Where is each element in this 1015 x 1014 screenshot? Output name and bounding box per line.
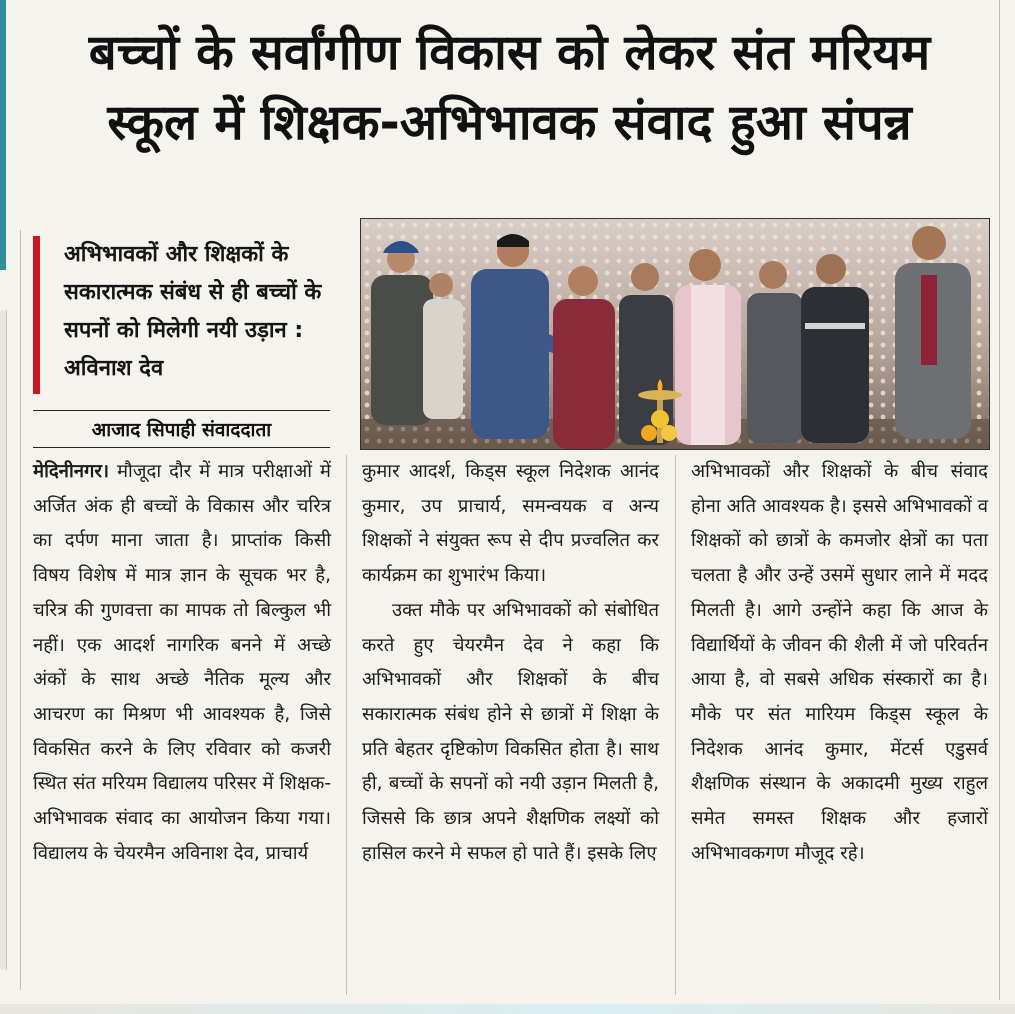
article-column-3 <box>691 455 988 871</box>
adjacent-page-edge <box>0 310 7 970</box>
page-edge-strip <box>0 0 6 270</box>
article-column-2 <box>362 455 659 871</box>
column-rule-1 <box>346 455 347 995</box>
column-1-text: मौजूदा दौर में मात्र परीक्षाओं में अर्जित अंक ही बच्चों के विकास और चरित्र का दर्पण माना जाता है। प्राप्तांक किसी विषय विशेष में मात्र ज्ञान के सूचक भर है, चरित्र की गुणवत्ता का मापक तो बिल्कुल भी नहीं। एक आदर्श नागरिक बनने में अच्छे अंकों के साथ अच्छे नैतिक मूल्य और आचरण का मिश्रण भी आवश्यक है, जिसे विकसित करने के लिए रविवार को कजरी स्थित संत मरियम विद्यालय परिसर में शिक्षक-अभिभावक संवाद का आयोजन किया गया। विद्यालय के चेयरमैन अविनाश देव, प्राचार्य <box>33 461 331 864</box>
column-2-paragraph-1: कुमार आदर्श, किड्स स्कूल निदेशक आनंद कुमार, उप प्राचार्य, समन्वयक व अन्य शिक्षकों ने संयुक्त रूप से दीप प्रज्वलित कर कार्यक्रम का शुभारंभ किया। <box>362 461 659 587</box>
headline <box>22 18 997 158</box>
left-column-rule <box>20 230 21 990</box>
column-2-paragraph-2: उक्त मौके पर अभिभावकों को संबोधित करते हुए चेयरमैन देव ने कहा कि अभिभावकों और शिक्षकों के बीच सकारात्मक संबंध होने से छात्रों में शिक्षा के प्रति बेहतर दृष्टिकोण विकसित होता है। साथ ही, बच्चों के सपनों को नयी उड़ान मिलती है, जिससे कि छात्र अपने शैक्षणिक लक्ष्यों को हासिल करने मे सफल हो पाते हैं। इसके लिए <box>362 599 659 864</box>
dateline: मेदिनीनगर। <box>33 461 109 482</box>
column-rule-2 <box>675 455 676 995</box>
lamp-lighting-illustration <box>361 219 990 450</box>
article-column-1 <box>33 455 331 871</box>
headline-line-1: बच्चों के सर्वांगीण विकास को लेकर संत मरियम <box>88 24 931 81</box>
headline-line-2: स्कूल में शिक्षक-अभिभावक संवाद हुआ संपन्न <box>107 94 912 151</box>
news-photo <box>360 218 990 450</box>
column-3-text: अभिभावकों और शिक्षकों के बीच संवाद होना अति आवश्यक है। इससे अभिभावकों व शिक्षकों को छात्रों के कमजोर क्षेत्रों का पता चलता है और उन्हें उसमें सुधार लाने में मदद मिलती है। आगे उन्होंने कहा कि आज के विद्यार्थियों के जीवन की शैली में जो परिवर्तन आया है, वो सबसे अधिक संस्कारों का है। मौके पर संत मारियम किड्स स्कूल के निदेशक आनंद कुमार, मेंटर्स एडुसर्व शैक्षणिक संस्थान के अकादमी मुख्य राहुल समेत समस्त शिक्षक और हजारों अभिभावकगण मौजूद रहे। <box>691 461 988 864</box>
bottom-edge <box>0 1004 1015 1014</box>
byline: आजाद सिपाही संवाददाता <box>33 410 330 448</box>
right-column-rule <box>999 0 1000 1000</box>
subheadline: अभिभावकों और शिक्षकों के सकारात्मक संबंध से ही बच्चों के सपनों को मिलेगी नयी उड़ान : अविनाश देव <box>33 236 343 394</box>
